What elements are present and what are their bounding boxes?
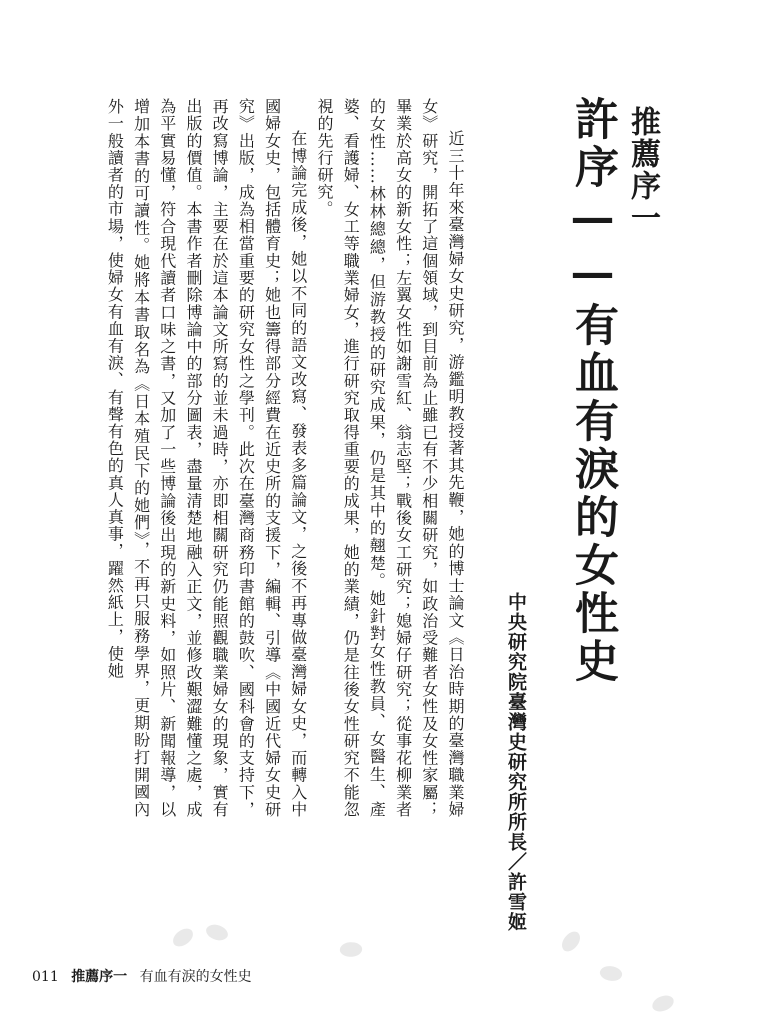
paragraph: 近三十年來臺灣婦女史研究，游鑑明教授著其先鞭，她的博士論文《日治時期的臺灣職業婦女》研究，開拓了這個領域，到目前為止雖已有不少相關研究，如政治受難者女性及女性家屬；畢業於高女的新女性；左翼女性如謝雪紅、翁志堅；戰後女工研究；媳婦仔研究；從事花柳業者的女性……林林總總，但游教授的研究成果，仍是其中的翹楚。她針對女性教員、女醫生、產婆、看護婦、女工等職業婦女，進行研究取得重要的成果，她的業績，仍是往後女性研究不能忽視的先行研究。 — [314, 98, 465, 818]
petal-decoration — [204, 921, 231, 945]
section-label: 推薦序一 — [625, 106, 660, 234]
petal-decoration — [598, 963, 624, 985]
footer-running-title: 有血有淚的女性史 — [139, 969, 252, 985]
petal-decoration — [170, 926, 196, 949]
petal-decoration — [558, 929, 584, 955]
paragraph: 在博論完成後，她以不同的語文改寫、發表多篇論文，之後不再專做臺灣婦女史，而轉入中國婦女史，包括體育史；她也籌得部分經費在近史所的支援下，編輯、引導《中國近代婦女史研究》出版，成為相當重要的研究女性之學刊。此次在臺灣商務印書館的鼓吹、國科會的支持下，再改寫博論，主要在於這本論文所寫的並未過時，亦即相關研究仍能照觀職業婦女的現象，實有出版的價值。本書作者刪除博論中的部分圖表，盡量清楚地融入正文，並修改艱澀難懂之處，成為平實易懂，符合現代讀者口味之書，又加了一些博論後出現的新史料，如照片、新聞報導，以增加本書的可讀性。她將本書取名為《日本殖民下的她們》，不再只服務學界，更期盼打開國內外一般讀者的市場，使婦女有血有淚、有聲有色的真人真事，躍然紙上，使她 — [105, 98, 308, 818]
page-number: 011 — [32, 969, 59, 985]
petal-decoration — [651, 994, 675, 1013]
footer-section: 推薦序一 — [71, 969, 128, 985]
page-footer — [32, 966, 260, 986]
body-text — [94, 98, 468, 818]
page-title: 許序——有血有淚的女性史 — [567, 96, 618, 686]
petal-decoration — [339, 940, 363, 959]
author-byline: 中央研究院臺灣史研究所所長／許雪姬 — [505, 592, 527, 932]
